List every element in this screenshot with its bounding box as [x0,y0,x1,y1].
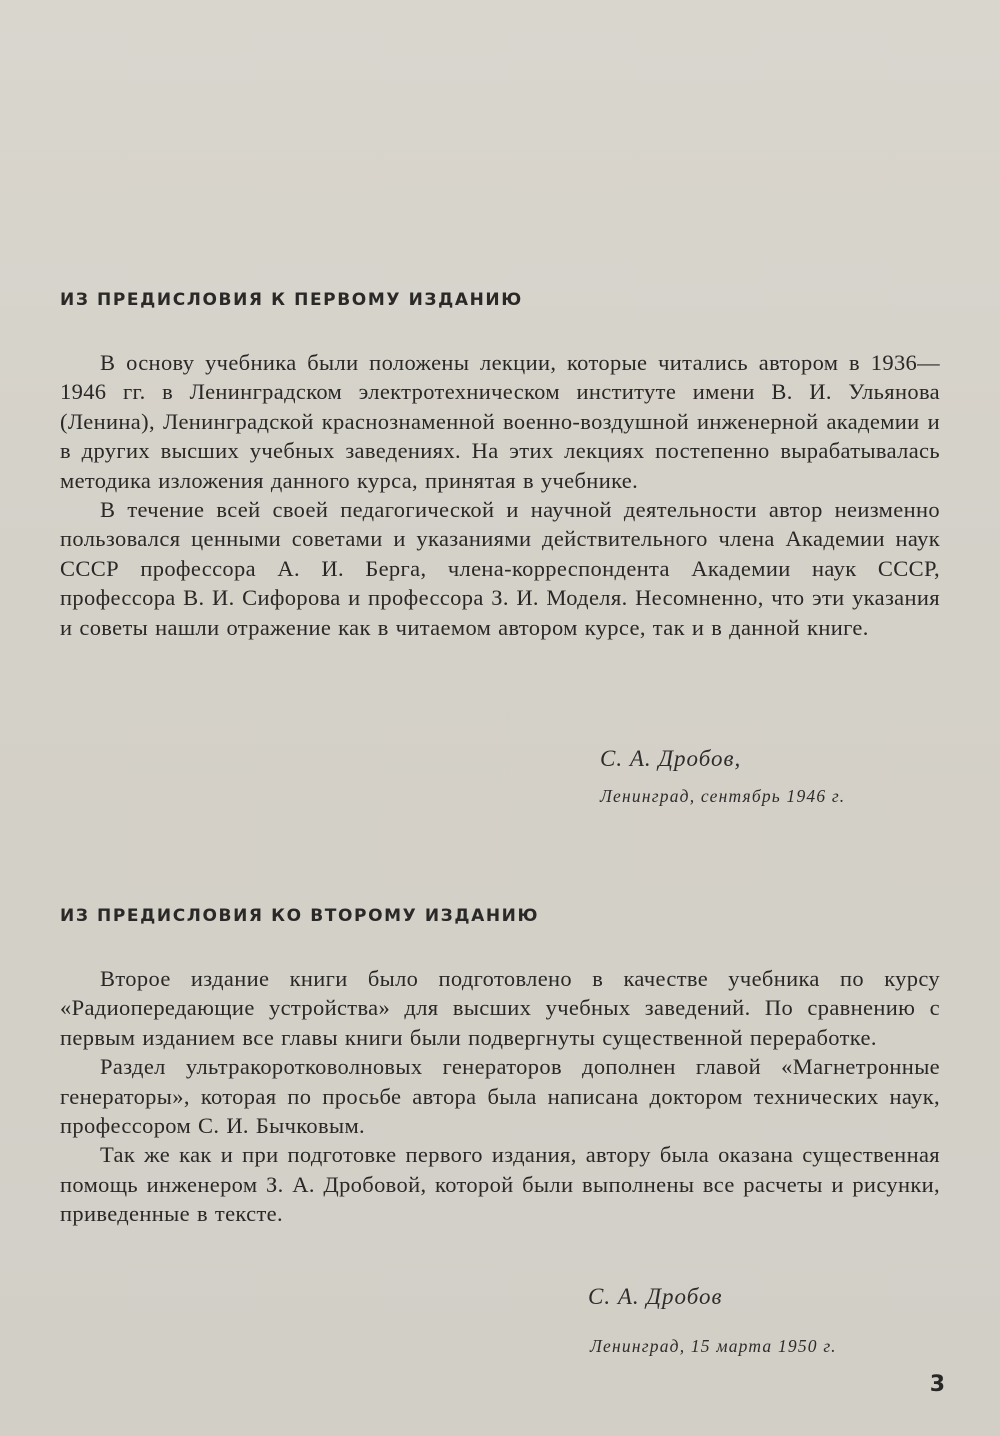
place-date-second-edition: Ленинград, 15 марта 1950 г. [590,1336,837,1356]
preface-second-edition-text [60,964,940,1229]
signature-second-edition: С. А. Дробов [588,1284,723,1309]
paragraph: Так же как и при подготовке первого издания, автору была оказана существенная помощь инженером З. А. Дробовой, которой были выполнены все расчеты и рисунки, приведенные в тексте. [60,1142,940,1227]
preface-first-edition-heading: ИЗ ПРЕДИСЛОВИЯ К ПЕРВОМУ ИЗДАНИЮ [60,290,523,310]
place-date-first-edition: Ленинград, сентябрь 1946 г. [600,786,846,806]
paragraph: В основу учебника были положены лекции, которые читались автором в 1936—1946 гг. в Ленинградском электротехническом институте имени В. И. Ульянова (Ленина), Ленинградской краснознаменной военно-воздушной инженерной академии и в других высших учебных заведениях. На этих лекциях постепенно вырабатывалась методика изложения данного курса, принятая в учебнике. [60,350,940,493]
page-number: 3 [929,1372,945,1397]
preface-first-edition-text [60,348,940,642]
paragraph: Второе издание книги было подготовлено в качестве учебника по курсу «Радиопередающие устройства» для высших учебных заведений. По сравнению с первым изданием все главы книги были подвергнуты существенной переработке. [60,966,940,1050]
preface-second-edition [60,906,940,1229]
paragraph: В течение всей своей педагогической и научной деятельности автор неизменно пользовался ценными советами и указаниями действительного члена Академии наук СССР профессора А. И. Берга, члена-корреспондента Академии наук СССР, профессора В. И. Сифорова и профессора З. И. Моделя. Несомненно, что эти указания и советы нашли отражение как в читаемом автором курсе, так и в данной книге. [60,497,940,640]
paragraph: Раздел ультракоротковолновых генераторов дополнен главой «Магнетронные генераторы», которая по просьбе автора была написана доктором технических наук, профессором С. И. Бычковым. [60,1054,940,1139]
preface-second-edition-heading: ИЗ ПРЕДИСЛОВИЯ КО ВТОРОМУ ИЗДАНИЮ [60,906,540,926]
preface-first-edition [60,290,940,642]
signature-first-edition: С. А. Дробов, [600,746,742,771]
